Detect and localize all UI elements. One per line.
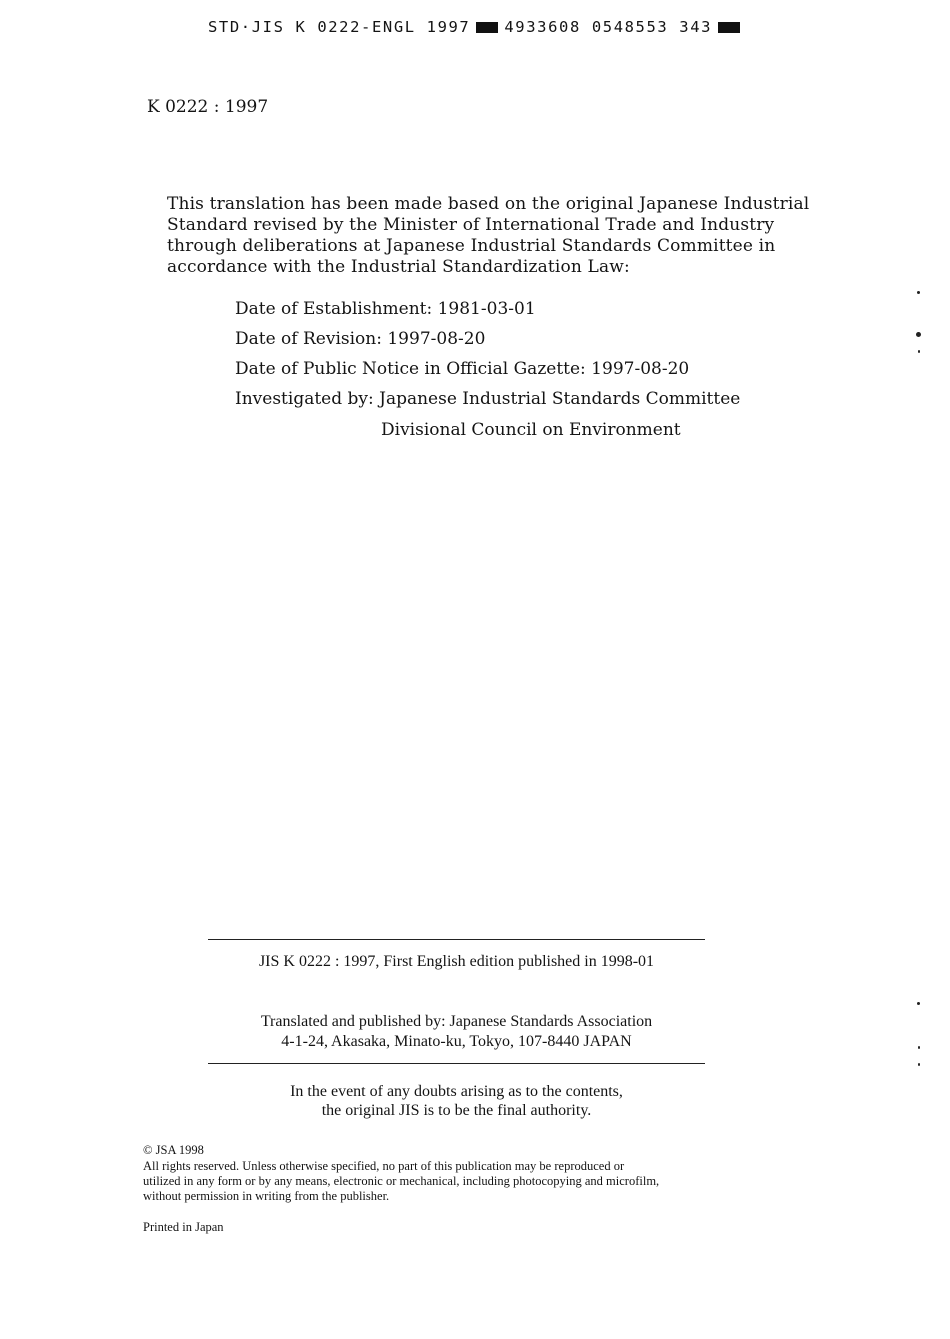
intro-line: through deliberations at Japanese Industrial Standards Committee in <box>167 236 776 256</box>
investigated-by: Investigated by: Japanese Industrial Standards Committee <box>235 389 741 409</box>
scan-speck <box>917 291 920 294</box>
printed-in: Printed in Japan <box>143 1220 224 1234</box>
divider-rule <box>208 1063 705 1064</box>
intro-line: This translation has been made based on the original Japanese Industrial <box>167 194 810 214</box>
investigated-by-council: Divisional Council on Environment <box>381 420 681 440</box>
header-strip <box>208 18 788 36</box>
intro-line: accordance with the Industrial Standardization Law: <box>167 257 630 277</box>
rights-line: without permission in writing from the publisher. <box>143 1189 390 1203</box>
date-of-establishment: Date of Establishment: 1981-03-01 <box>235 299 536 319</box>
black-block-mark <box>476 22 498 33</box>
scan-speck <box>918 1063 920 1066</box>
scan-speck <box>916 332 921 337</box>
scan-speck <box>917 1002 920 1005</box>
publisher-line: Translated and published by: Japanese Standards Association <box>260 1013 653 1030</box>
authority-note-line: the original JIS is to be the final authority. <box>321 1102 592 1119</box>
edition-statement: JIS K 0222 : 1997, First English edition published in 1998-01 <box>258 953 655 970</box>
scan-speck <box>918 1046 920 1049</box>
black-block-mark <box>718 22 740 33</box>
barcode-number: 4933608 0548553 343 <box>504 18 713 36</box>
scan-speck <box>918 350 920 353</box>
rights-line: utilized in any form or by any means, electronic or mechanical, including photocopying and microfilm, <box>143 1174 660 1188</box>
divider-rule <box>208 939 705 940</box>
intro-line: Standard revised by the Minister of International Trade and Industry <box>167 215 775 235</box>
rights-line: All rights reserved. Unless otherwise specified, no part of this publication may be reproduced or <box>143 1159 625 1173</box>
publisher-address: 4-1-24, Akasaka, Minato-ku, Tokyo, 107-8440 JAPAN <box>281 1033 632 1050</box>
copyright-notice: © JSA 1998 <box>143 1143 204 1157</box>
document-number: K 0222 : 1997 <box>147 97 269 117</box>
std-code: STD·JIS K 0222-ENGL 1997 <box>208 18 471 36</box>
date-of-revision: Date of Revision: 1997-08-20 <box>235 329 486 349</box>
authority-note-line: In the event of any doubts arising as to the contents, <box>290 1083 623 1100</box>
date-of-public-notice: Date of Public Notice in Official Gazette: 1997-08-20 <box>235 359 690 379</box>
intro-paragraph <box>167 194 810 278</box>
